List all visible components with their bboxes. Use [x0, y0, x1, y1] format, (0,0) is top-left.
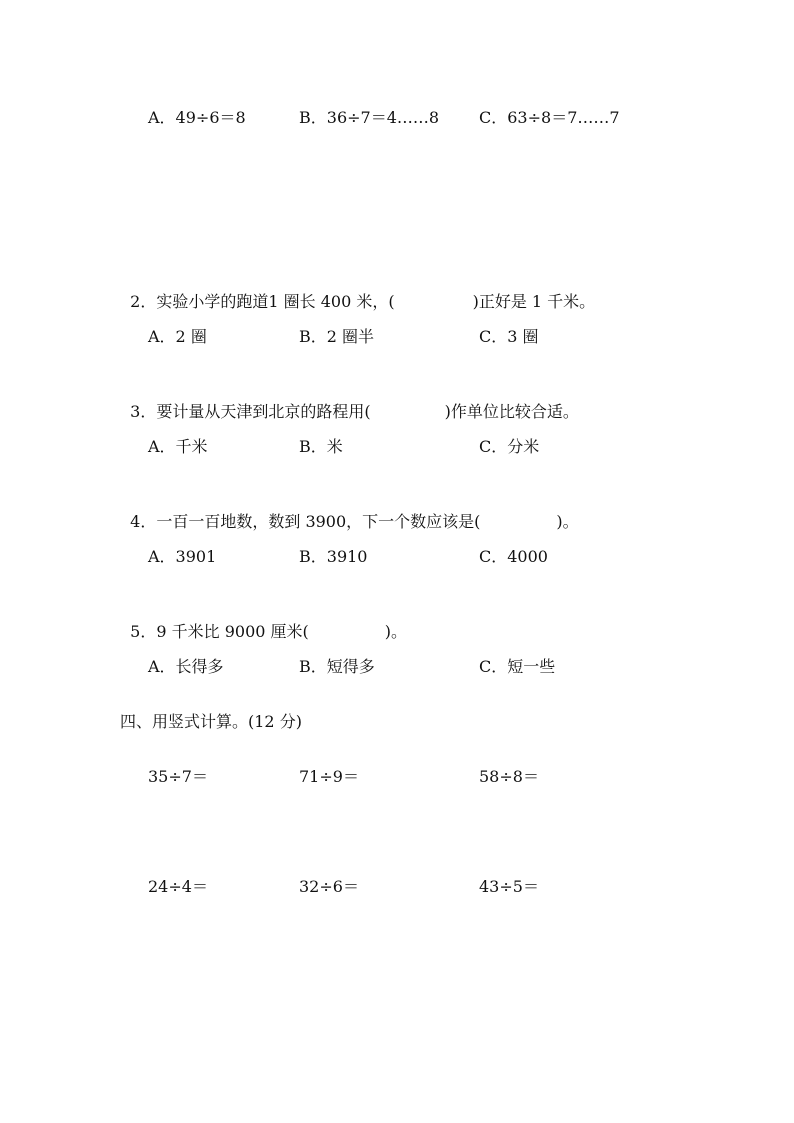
calc-item: 71÷9＝ — [299, 767, 359, 786]
calc-item: 32÷6＝ — [299, 877, 359, 896]
question-2-text: 2．实验小学的跑道1 圈长 400 米，( — [130, 292, 395, 311]
q1-option-a: A．49÷6＝8 — [148, 108, 246, 127]
question-3 — [120, 382, 579, 422]
question-4-text: 4．一百一百地数，数到 3900，下一个数应该是( — [130, 512, 481, 531]
q5-option-b: B．短得多 — [299, 657, 375, 676]
calc-item: 24÷4＝ — [148, 877, 208, 896]
q2-option-a: A．2 圈 — [148, 327, 207, 346]
calc-item: 43÷5＝ — [479, 877, 539, 896]
q3-option-c: C．分米 — [479, 437, 540, 456]
calc-item: 58÷8＝ — [479, 767, 539, 786]
question-4 — [120, 492, 579, 532]
q5-option-c: C．短一些 — [479, 657, 556, 676]
question-4-text-end: )。 — [556, 512, 579, 531]
q1-option-c: C．63÷8＝7……7 — [479, 108, 620, 127]
question-5-text-end: )。 — [384, 622, 408, 641]
question-5-text: 5．9 千米比 9000 厘米( — [130, 622, 309, 641]
q3-option-b: B．米 — [299, 437, 343, 456]
question-3-text-end: )作单位比较合适。 — [444, 402, 579, 421]
question-5 — [120, 602, 407, 642]
question-2 — [120, 272, 595, 312]
q2-option-b: B．2 圈半 — [299, 327, 375, 346]
q4-option-a: A．3901 — [148, 547, 217, 566]
q4-option-b: B．3910 — [299, 547, 368, 566]
q3-option-a: A．千米 — [148, 437, 208, 456]
question-3-text: 3．要计量从天津到北京的路程用( — [130, 402, 371, 421]
section-heading: 四、用竖式计算。(12 分) — [120, 712, 302, 731]
question-2-text-end: )正好是 1 千米。 — [472, 292, 596, 311]
q2-option-c: C．3 圈 — [479, 327, 539, 346]
q5-option-a: A．长得多 — [148, 657, 224, 676]
q4-option-c: C．4000 — [479, 547, 548, 566]
calc-item: 35÷7＝ — [148, 767, 208, 786]
q1-option-b: B．36÷7＝4……8 — [299, 108, 440, 127]
